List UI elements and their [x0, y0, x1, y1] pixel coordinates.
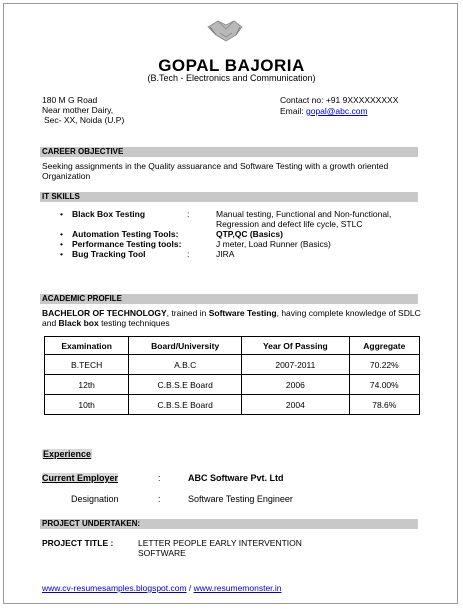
designation-label: Designation — [71, 494, 119, 504]
skill-sep: : — [187, 249, 190, 259]
experience-heading: Experience — [43, 449, 92, 459]
degree-name: BACHELOR OF TECHNOLOGY — [42, 308, 167, 318]
academic-profile-heading: ACADEMIC PROFILE — [40, 294, 418, 304]
career-objective-text: Seeking assignments in the Quality assuarance and Software Testing with a growth oriented Organization — [42, 161, 389, 181]
handshake-icon — [206, 13, 244, 47]
candidate-degree: (B.Tech - Electronics and Communication) — [147, 73, 316, 83]
column-header: Board/University — [129, 337, 242, 355]
table-row — [45, 395, 420, 415]
footer-sep: / — [186, 583, 194, 593]
address-line: Near mother Dairy, — [42, 105, 114, 115]
skill-value: J meter, Load Runner (Basics) — [216, 239, 331, 249]
table-cell: C.B.S.E Board — [129, 375, 242, 395]
bullet-icon: • — [60, 249, 63, 259]
training-name: Software Testing — [208, 308, 277, 318]
designation-sep: : — [158, 494, 161, 504]
skill-value: Manual testing, Functional and Non-functional, Regression and defect life cycle, STLC — [216, 209, 392, 229]
table-header-row — [45, 337, 420, 355]
table-row — [45, 355, 420, 375]
address-line: 180 M G Road — [42, 95, 98, 105]
current-employer-label: Current Employer — [42, 473, 119, 483]
table-cell: 78.6% — [349, 395, 419, 415]
intro-text: , having complete knowledge of SDLC and — [42, 308, 421, 328]
project-title-label: PROJECT TITLE : — [42, 538, 114, 548]
contact-block — [280, 95, 398, 116]
skill-name: Bug Tracking Tool — [72, 249, 146, 259]
bullet-icon: • — [60, 209, 63, 219]
table-cell: B.TECH — [45, 355, 129, 375]
project-title-line: LETTER PEOPLE EARLY INTERVENTION — [138, 538, 302, 548]
email-row — [280, 106, 398, 116]
phone-number: Contact no: +91 9XXXXXXXXX — [280, 95, 399, 105]
skill-name: Automation Testing Tools: — [72, 229, 179, 239]
project-title-line: SOFTWARE — [138, 548, 186, 558]
career-objective-heading: CAREER OBJECTIVE — [40, 147, 418, 157]
it-skills-heading: IT SKILLS — [40, 192, 418, 202]
table-cell: 2006 — [242, 375, 349, 395]
email-label: Email: — [280, 106, 306, 116]
designation-value: Software Testing Engineer — [188, 494, 293, 504]
academic-table — [44, 336, 420, 415]
table-row — [45, 375, 420, 395]
column-header: Examination — [45, 337, 129, 355]
table-cell: 12th — [45, 375, 129, 395]
address-line: Sec- XX, Noida (U.P) — [44, 115, 125, 125]
technique-name: Black box — [58, 318, 99, 328]
column-header: Year Of Passing — [242, 337, 349, 355]
employer-sep: : — [158, 473, 161, 483]
footer-links — [42, 583, 282, 593]
project-title — [138, 538, 302, 558]
table-cell: 70.22% — [349, 355, 419, 375]
table-cell: 2004 — [242, 395, 349, 415]
skill-name: Performance Testing tools: — [72, 239, 182, 249]
footer-link[interactable]: www.cv-resumesamples.blogspot.com — [42, 583, 187, 593]
column-header: Aggregate — [349, 337, 419, 355]
skill-name: Black Box Testing — [72, 209, 146, 219]
table-cell: 2007-2011 — [242, 355, 349, 375]
table-cell: 74.00% — [349, 375, 419, 395]
bullet-icon: • — [60, 239, 63, 249]
intro-text: testing techniques — [98, 318, 170, 328]
intro-text: , trained in — [166, 308, 209, 318]
table-cell: 10th — [45, 395, 129, 415]
email-link[interactable]: gopal@abc.com — [305, 106, 368, 116]
bullet-icon: • — [60, 229, 63, 239]
skill-value: JIRA — [216, 249, 235, 259]
table-cell: A.B.C — [129, 355, 242, 375]
address-block — [42, 95, 124, 125]
academic-intro — [42, 308, 422, 328]
candidate-name: GOPAL BAJORIA — [158, 56, 305, 75]
employer-name: ABC Software Pvt. Ltd — [188, 473, 284, 483]
project-heading: PROJECT UNDERTAKEN: — [40, 519, 418, 529]
footer-link[interactable]: www.resumemonster.in — [193, 583, 282, 593]
skill-value: QTP,QC (Basics) — [216, 229, 283, 239]
table-cell: C.B.S.E Board — [129, 395, 242, 415]
skill-sep: : — [187, 209, 190, 219]
